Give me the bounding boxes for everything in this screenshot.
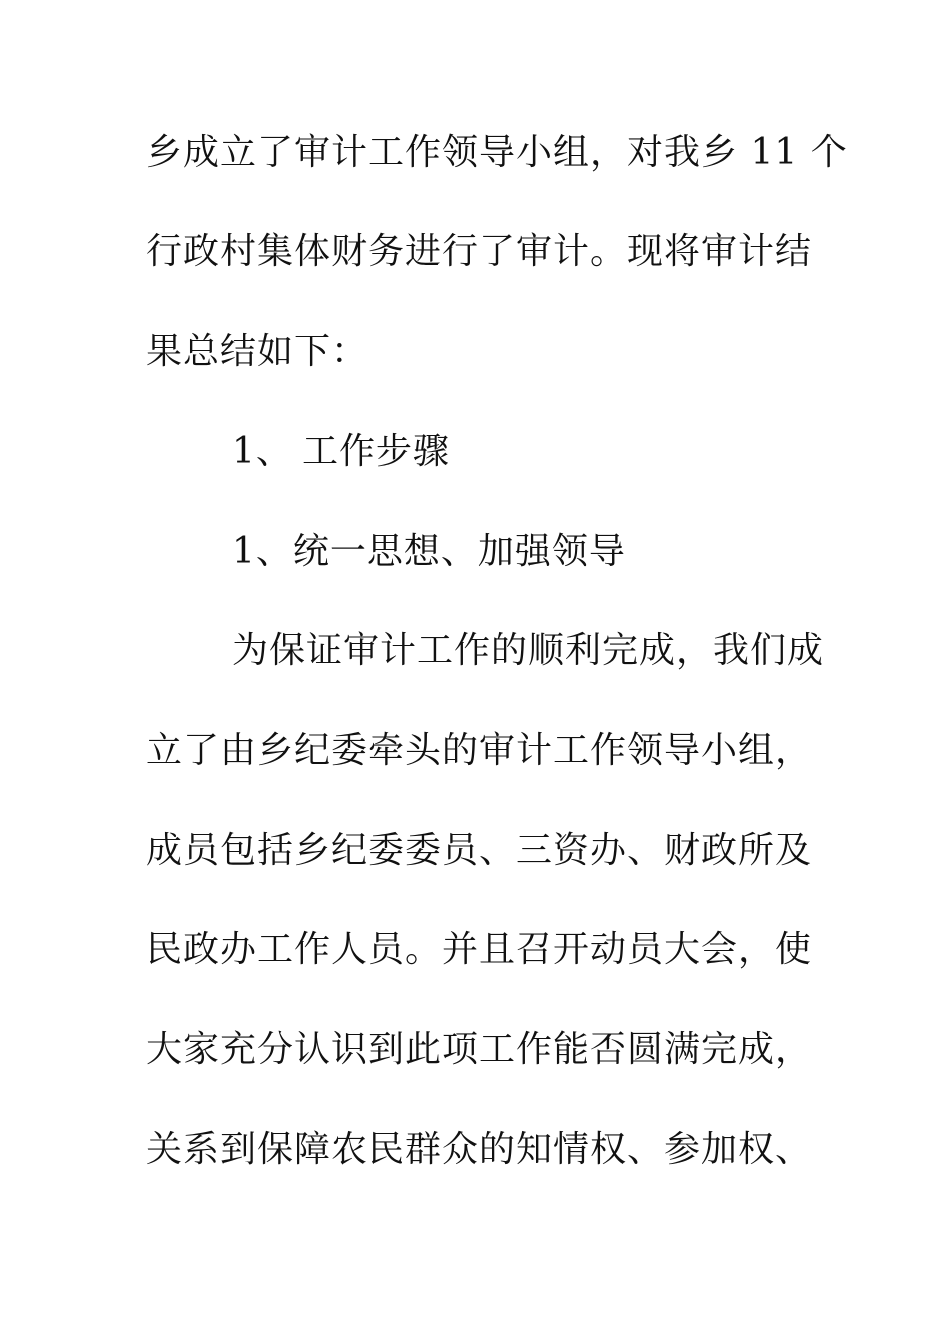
text-line-1: 乡成立了审计工作领导小组，对我乡 11 个 [146,132,848,173]
paragraph-line-6: 关系到保障农民群众的知情权、参加权、 [146,1129,813,1170]
paragraph-line-1: 为保证审计工作的顺利完成，我们成 [232,630,825,671]
paragraph-line-5: 大家充分认识到此项工作能否圆满完成， [146,1029,813,1070]
text-line-3: 果总结如下： [146,331,369,372]
section-heading [232,430,450,474]
paragraph-line-4: 民政办工作人员。并且召开动员大会，使 [146,929,813,970]
paragraph-line-3: 成员包括乡纪委委员、三资办、财政所及 [146,830,813,871]
subsection-heading: 1、统一思想、加强领导 [232,531,626,572]
paragraph-line-2: 立了由乡纪委牵头的审计工作领导小组， [146,730,813,771]
section-heading-number: 1、 [232,431,293,472]
section-heading-title: 工作步骤 [302,431,451,472]
text-line-2: 行政村集体财务进行了审计。现将审计结 [146,231,813,272]
